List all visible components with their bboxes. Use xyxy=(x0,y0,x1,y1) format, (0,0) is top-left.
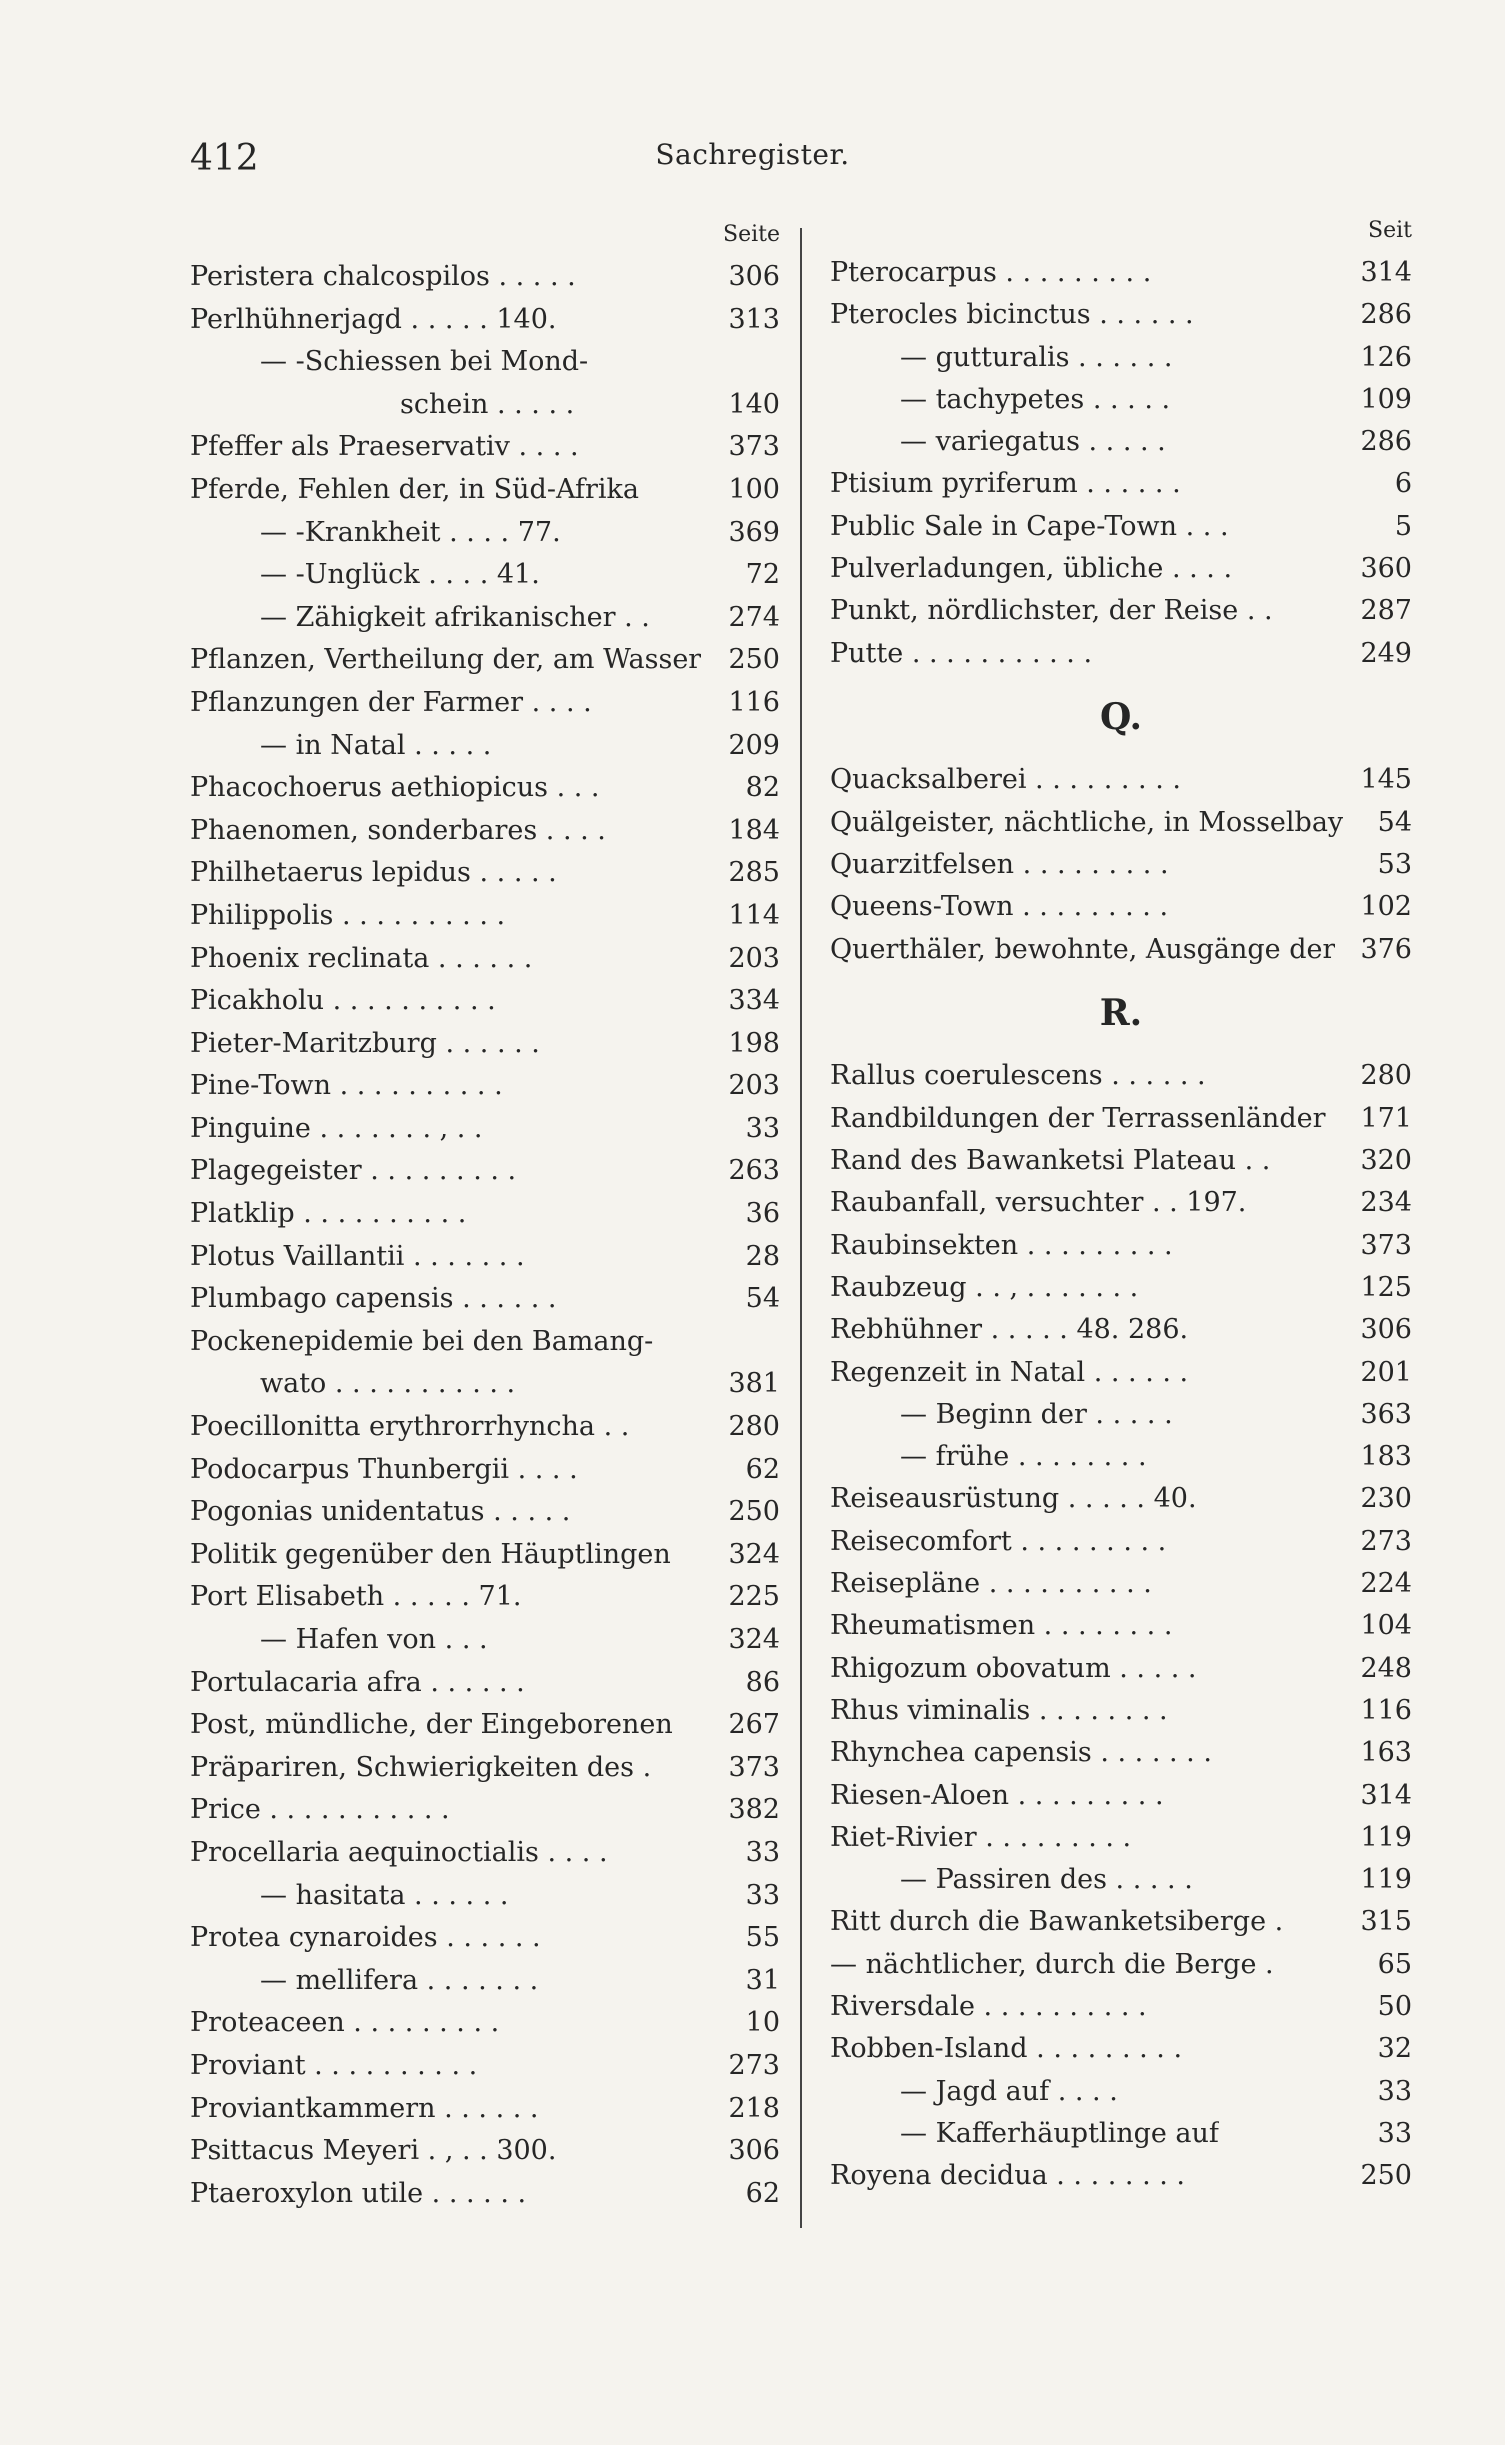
entry-term: — gutturalis . . . . . . xyxy=(900,341,1173,373)
entry-term: Post, mündliche, der Eingeborenen xyxy=(190,1709,673,1741)
index-entry xyxy=(830,759,1412,801)
entry-pages: 314 xyxy=(1360,1779,1412,1811)
index-entry xyxy=(830,1394,1412,1436)
entry-pages: 104 xyxy=(1360,1610,1412,1642)
entry-term: Podocarpus Thunbergii . . . . xyxy=(190,1453,578,1485)
index-entry xyxy=(190,1236,780,1279)
index-entry xyxy=(830,337,1412,379)
entry-pages: 33 xyxy=(1377,2075,1412,2107)
index-entry xyxy=(190,2002,780,2045)
entry-pages: 62 xyxy=(745,1453,780,1485)
entry-pages: 324 xyxy=(728,1538,780,1570)
entry-pages: 100 xyxy=(728,473,780,505)
index-entry xyxy=(830,1944,1412,1986)
entry-pages: 225 xyxy=(728,1581,780,1613)
entry-pages: 369 xyxy=(728,516,780,548)
entry-pages: 119 xyxy=(1360,1864,1412,1896)
index-entry xyxy=(830,1563,1412,1605)
entry-pages: 171 xyxy=(1360,1102,1412,1134)
index-entry xyxy=(190,1747,780,1790)
entry-term: — tachypetes . . . . . xyxy=(900,383,1171,415)
index-entry xyxy=(830,1901,1412,1943)
index-entry xyxy=(830,294,1412,336)
entry-pages: 184 xyxy=(728,814,780,846)
index-entry xyxy=(190,639,780,682)
index-entry xyxy=(190,1960,780,2003)
entry-term: Pferde, Fehlen der, in Süd-Afrika xyxy=(190,473,639,505)
entry-term: Protea cynaroides . . . . . . xyxy=(190,1922,541,1954)
entry-pages: 250 xyxy=(1360,2160,1412,2192)
index-entry xyxy=(190,1662,780,1705)
entry-term: Politik gegenüber den Häuptlingen xyxy=(190,1538,671,1570)
entry-term: Pulverladungen, übliche . . . . xyxy=(830,553,1233,585)
entry-pages: 285 xyxy=(728,857,780,889)
entry-pages: 373 xyxy=(728,1751,780,1783)
index-entry xyxy=(190,1023,780,1066)
entry-pages: 62 xyxy=(745,2177,780,2209)
index-entry xyxy=(190,1534,780,1577)
index-entry xyxy=(830,1775,1412,1817)
entry-list-left xyxy=(190,256,780,2215)
index-entry xyxy=(190,725,780,768)
entry-pages: 183 xyxy=(1360,1441,1412,1473)
entry-pages: 203 xyxy=(728,1070,780,1102)
index-entry xyxy=(190,1789,780,1832)
index-entry xyxy=(830,1182,1412,1224)
index-entry xyxy=(190,2173,780,2216)
entry-term: Quarzitfelsen . . . . . . . . . xyxy=(830,849,1169,881)
index-entry xyxy=(830,2113,1412,2155)
index-entry xyxy=(830,463,1412,505)
entry-pages: 267 xyxy=(728,1709,780,1741)
entry-pages: 116 xyxy=(728,686,780,718)
index-entry xyxy=(190,852,780,895)
entry-term: Rand des Bawanketsi Plateau . . xyxy=(830,1145,1271,1177)
entry-term: — Zähigkeit afrikanischer . . xyxy=(260,601,650,633)
index-entry xyxy=(830,252,1412,294)
index-entry xyxy=(830,1098,1412,1140)
index-entry xyxy=(830,421,1412,463)
entry-pages: 203 xyxy=(728,942,780,974)
seite-label: Seit xyxy=(1368,218,1412,243)
index-entry xyxy=(830,844,1412,886)
entry-term: Rhynchea capensis . . . . . . . xyxy=(830,1737,1212,1769)
entry-term: Rhigozum obovatum . . . . . xyxy=(830,1652,1197,1684)
entry-term: Phacochoerus aethiopicus . . . xyxy=(190,772,600,804)
entry-term: Port Elisabeth . . . . . 71. xyxy=(190,1581,522,1613)
entry-term: Queens-Town . . . . . . . . . xyxy=(830,891,1169,923)
entry-term: Riet-Rivier . . . . . . . . . xyxy=(830,1821,1132,1853)
entry-term: Ritt durch die Bawanketsiberge . xyxy=(830,1906,1284,1938)
entry-term: — hasitata . . . . . . xyxy=(260,1879,509,1911)
entry-pages: 234 xyxy=(1360,1187,1412,1219)
entry-term: Proviant . . . . . . . . . . xyxy=(190,2049,478,2081)
entry-pages: 125 xyxy=(1360,1271,1412,1303)
index-entry xyxy=(190,2045,780,2088)
entry-term: Pogonias unidentatus . . . . . xyxy=(190,1496,571,1528)
entry-term: — -Schiessen bei Mond- xyxy=(260,346,589,378)
letter-heading-r: R. xyxy=(1099,992,1143,1035)
index-entry xyxy=(830,2028,1412,2070)
index-entry xyxy=(190,895,780,938)
entry-term: Pinguine . . . . . . . , . . xyxy=(190,1112,483,1144)
entry-pages: 6 xyxy=(1394,468,1412,500)
entry-pages: 55 xyxy=(745,1922,780,1954)
entry-pages: 250 xyxy=(728,644,780,676)
entry-term: Quälgeister, nächtliche, in Mosselbay xyxy=(830,806,1344,838)
index-entry xyxy=(830,886,1412,928)
entry-pages: 250 xyxy=(728,1496,780,1528)
index-entry xyxy=(190,469,780,512)
entry-pages: 286 xyxy=(1360,426,1412,458)
index-entry xyxy=(830,1478,1412,1520)
index-column-left xyxy=(190,222,780,2215)
seite-label: Seite xyxy=(723,222,780,247)
entry-term: Reiseausrüstung . . . . . 40. xyxy=(830,1483,1197,1515)
entry-pages: 163 xyxy=(1360,1737,1412,1769)
entry-pages: 126 xyxy=(1360,341,1412,373)
entry-term: Putte . . . . . . . . . . . xyxy=(830,637,1093,669)
index-entry xyxy=(190,1875,780,1918)
entry-term: Ptisium pyriferum . . . . . . xyxy=(830,468,1181,500)
index-entry xyxy=(830,1055,1412,1097)
entry-list-r xyxy=(830,1055,1412,2197)
entry-pages: 33 xyxy=(745,1836,780,1868)
index-entry xyxy=(190,1704,780,1747)
entry-term: Robben-Island . . . . . . . . . xyxy=(830,2033,1183,2065)
entry-term: Punkt, nördlichster, der Reise . . xyxy=(830,595,1273,627)
entry-term: Pieter-Maritzburg . . . . . . xyxy=(190,1027,540,1059)
page-number: 412 xyxy=(190,138,259,179)
entry-pages: 201 xyxy=(1360,1356,1412,1388)
running-head: Sachregister. xyxy=(655,138,850,171)
entry-term: Philippolis . . . . . . . . . . xyxy=(190,899,506,931)
index-entry xyxy=(190,1108,780,1151)
index-entry xyxy=(190,512,780,555)
entry-term: — variegatus . . . . . xyxy=(900,426,1166,458)
entry-pages: 116 xyxy=(1360,1694,1412,1726)
index-entry xyxy=(190,1406,780,1449)
entry-pages: 209 xyxy=(728,729,780,761)
entry-pages: 33 xyxy=(1377,2117,1412,2149)
entry-pages: 109 xyxy=(1360,383,1412,415)
entry-term: Plotus Vaillantii . . . . . . . xyxy=(190,1240,525,1272)
entry-term: Price . . . . . . . . . . . xyxy=(190,1794,450,1826)
entry-term: Rebhühner . . . . . 48. 286. xyxy=(830,1314,1189,1346)
index-entry xyxy=(830,1859,1412,1901)
entry-term: Pfeffer als Praeservativ . . . . xyxy=(190,431,579,463)
entry-pages: 306 xyxy=(1360,1314,1412,1346)
entry-pages: 324 xyxy=(728,1624,780,1655)
entry-pages: 53 xyxy=(1377,849,1412,881)
entry-term: Raubzeug . . , . . . . . . . xyxy=(830,1271,1139,1303)
index-entry xyxy=(830,1267,1412,1309)
index-entry xyxy=(190,384,780,427)
entry-term: Pine-Town . . . . . . . . . . xyxy=(190,1070,503,1102)
entry-term: Quacksalberei . . . . . . . . . xyxy=(830,764,1181,796)
index-entry xyxy=(190,1832,780,1875)
index-entry xyxy=(830,1648,1412,1690)
index-entry xyxy=(830,590,1412,632)
index-entry xyxy=(190,1491,780,1534)
entry-pages: 198 xyxy=(728,1027,780,1059)
entry-term: Ptaeroxylon utile . . . . . . xyxy=(190,2177,527,2209)
index-entry xyxy=(830,1817,1412,1859)
entry-pages: 145 xyxy=(1360,764,1412,796)
index-entry xyxy=(830,1140,1412,1182)
index-entry xyxy=(830,1521,1412,1563)
entry-term: Poecillonitta erythrorrhyncha . . xyxy=(190,1411,630,1443)
entry-term: Randbildungen der Terrassenländer xyxy=(830,1102,1326,1134)
entry-pages: 224 xyxy=(1360,1568,1412,1600)
entry-pages: 36 xyxy=(745,1198,780,1230)
entry-pages: 286 xyxy=(1360,299,1412,331)
index-entry xyxy=(830,1690,1412,1732)
index-entry xyxy=(830,1352,1412,1394)
entry-pages: 280 xyxy=(1360,1060,1412,1092)
entry-term: Raubanfall, versuchter . . 197. xyxy=(830,1187,1247,1219)
entry-term: Royena decidua . . . . . . . . xyxy=(830,2160,1185,2192)
index-entry xyxy=(830,2071,1412,2113)
entry-term: — Passiren des . . . . . xyxy=(900,1864,1193,1896)
index-entry xyxy=(830,929,1412,971)
index-entry xyxy=(830,506,1412,548)
index-entry xyxy=(190,1193,780,1236)
entry-term: Raubinsekten . . . . . . . . . xyxy=(830,1229,1173,1261)
entry-term: Riesen-Aloen . . . . . . . . . xyxy=(830,1779,1164,1811)
index-entry xyxy=(190,1150,780,1193)
entry-term: Pterocles bicinctus . . . . . . xyxy=(830,299,1194,331)
index-entry xyxy=(190,299,780,342)
entry-term: Philhetaerus lepidus . . . . . xyxy=(190,857,557,889)
entry-pages: 263 xyxy=(728,1155,780,1187)
entry-pages: 320 xyxy=(1360,1145,1412,1177)
letter-heading-q: Q. xyxy=(1099,696,1143,739)
entry-pages: 5 xyxy=(1394,510,1412,542)
entry-pages: 50 xyxy=(1377,1990,1412,2022)
entry-term: Phoenix reclinata . . . . . . xyxy=(190,942,533,974)
index-entry xyxy=(830,1225,1412,1267)
entry-pages: 306 xyxy=(728,261,780,292)
entry-pages: 218 xyxy=(728,2092,780,2124)
index-entry xyxy=(190,554,780,597)
entry-pages: 114 xyxy=(728,899,780,931)
entry-term: Rhus viminalis . . . . . . . . xyxy=(830,1694,1168,1726)
entry-pages: 32 xyxy=(1377,2033,1412,2065)
index-entry xyxy=(190,341,780,384)
entry-pages: 381 xyxy=(728,1368,780,1400)
entry-pages: 280 xyxy=(728,1411,780,1443)
entry-pages: 54 xyxy=(1377,806,1412,838)
index-entry xyxy=(190,682,780,725)
index-entry xyxy=(190,1363,780,1406)
entry-term: Portulacaria afra . . . . . . xyxy=(190,1666,525,1698)
entry-pages: 140 xyxy=(728,388,780,420)
entry-pages: 33 xyxy=(745,1112,780,1144)
column-divider xyxy=(800,228,802,2228)
index-entry xyxy=(190,1065,780,1108)
entry-term: — Kafferhäuptlinge auf xyxy=(900,2117,1219,2149)
entry-pages: 72 xyxy=(745,559,780,591)
index-entry xyxy=(190,2130,780,2173)
entry-term: — nächtlicher, durch die Berge . xyxy=(830,1948,1274,1980)
entry-term: Plumbago capensis . . . . . . xyxy=(190,1283,557,1315)
index-column-right xyxy=(830,218,1412,2197)
entry-term: Pockenepidemie bei den Bamang- xyxy=(190,1325,654,1357)
index-entry xyxy=(190,1278,780,1321)
index-entry xyxy=(190,2088,780,2131)
entry-pages: 54 xyxy=(745,1283,780,1315)
entry-term: Phaenomen, sonderbares . . . . xyxy=(190,814,606,846)
entry-term: Rheumatismen . . . . . . . . xyxy=(830,1610,1173,1642)
entry-pages: 314 xyxy=(1360,257,1412,288)
entry-list-p xyxy=(830,252,1412,675)
entry-term: Picakholu . . . . . . . . . . xyxy=(190,985,496,1017)
entry-pages: 373 xyxy=(1360,1229,1412,1261)
entry-term: — -Unglück . . . . 41. xyxy=(260,559,540,591)
index-entry xyxy=(830,548,1412,590)
entry-term: Platklip . . . . . . . . . . xyxy=(190,1198,467,1230)
index-entry xyxy=(830,379,1412,421)
entry-term: — frühe . . . . . . . . xyxy=(900,1441,1147,1473)
entry-pages: 313 xyxy=(728,303,780,335)
entry-term: Public Sale in Cape-Town . . . xyxy=(830,510,1229,542)
entry-pages xyxy=(772,341,780,384)
entry-term: — Hafen von . . . xyxy=(260,1624,488,1655)
entry-term: — Jagd auf . . . . xyxy=(900,2075,1118,2107)
entry-term: — Beginn der . . . . . xyxy=(900,1398,1173,1430)
index-entry xyxy=(830,2155,1412,2197)
index-entry xyxy=(830,1986,1412,2028)
entry-pages: 274 xyxy=(728,601,780,633)
index-entry xyxy=(190,597,780,640)
entry-term: — in Natal . . . . . xyxy=(260,729,492,761)
entry-pages: 230 xyxy=(1360,1483,1412,1515)
entry-pages: 306 xyxy=(728,2135,780,2167)
index-entry xyxy=(190,767,780,810)
entry-term: Querthäler, bewohnte, Ausgänge der xyxy=(830,933,1336,965)
entry-term: wato . . . . . . . . . . . xyxy=(260,1368,516,1400)
entry-term: Pterocarpus . . . . . . . . . xyxy=(830,257,1152,288)
entry-term: Proviantkammern . . . . . . xyxy=(190,2092,539,2124)
entry-pages: 382 xyxy=(728,1794,780,1826)
index-entry xyxy=(830,633,1412,675)
index-entry xyxy=(190,938,780,981)
entry-pages: 119 xyxy=(1360,1821,1412,1853)
entry-pages: 28 xyxy=(745,1240,780,1272)
index-entry xyxy=(190,1449,780,1492)
entry-pages: 360 xyxy=(1360,553,1412,585)
index-entry xyxy=(190,1321,780,1364)
entry-term: Reisecomfort . . . . . . . . . xyxy=(830,1525,1167,1557)
entry-term: Präpariren, Schwierigkeiten des . xyxy=(190,1751,652,1783)
entry-pages: 363 xyxy=(1360,1398,1412,1430)
entry-term: Regenzeit in Natal . . . . . . xyxy=(830,1356,1189,1388)
entry-pages: 31 xyxy=(745,1964,780,1996)
index-entry xyxy=(190,1917,780,1960)
entry-pages: 248 xyxy=(1360,1652,1412,1684)
entry-pages: 102 xyxy=(1360,891,1412,923)
entry-pages: 287 xyxy=(1360,595,1412,627)
entry-pages xyxy=(772,1321,780,1364)
index-entry xyxy=(190,426,780,469)
index-entry xyxy=(830,1309,1412,1351)
entry-pages: 82 xyxy=(745,772,780,804)
entry-term: Procellaria aequinoctialis . . . . xyxy=(190,1836,608,1868)
index-entry xyxy=(830,802,1412,844)
index-entry xyxy=(190,1576,780,1619)
entry-pages: 273 xyxy=(728,2049,780,2081)
index-entry xyxy=(190,810,780,853)
entry-pages: 65 xyxy=(1377,1948,1412,1980)
index-entry xyxy=(830,1732,1412,1774)
index-entry xyxy=(830,1436,1412,1478)
entry-term: Psittacus Meyeri . , . . 300. xyxy=(190,2135,557,2167)
entry-term: schein . . . . . xyxy=(400,388,575,420)
entry-pages: 315 xyxy=(1360,1906,1412,1938)
entry-pages: 334 xyxy=(728,985,780,1017)
entry-term: Plagegeister . . . . . . . . . xyxy=(190,1155,517,1187)
index-entry xyxy=(190,980,780,1023)
index-entry xyxy=(190,1619,780,1662)
entry-term: Rallus coerulescens . . . . . . xyxy=(830,1060,1206,1092)
entry-term: Riversdale . . . . . . . . . . xyxy=(830,1990,1147,2022)
entry-term: Reisepläne . . . . . . . . . . xyxy=(830,1568,1152,1600)
entry-term: Peristera chalcospilos . . . . . xyxy=(190,261,576,292)
entry-term: Pflanzungen der Farmer . . . . xyxy=(190,686,592,718)
index-entry xyxy=(190,256,780,299)
entry-term: — -Krankheit . . . . 77. xyxy=(260,516,561,548)
entry-term: Proteaceen . . . . . . . . . xyxy=(190,2007,500,2039)
index-entry xyxy=(830,1605,1412,1647)
entry-pages: 86 xyxy=(745,1666,780,1698)
entry-pages: 249 xyxy=(1360,637,1412,669)
entry-pages: 33 xyxy=(745,1879,780,1911)
entry-pages: 10 xyxy=(745,2007,780,2039)
entry-term: Pflanzen, Vertheilung der, am Wasser xyxy=(190,644,702,676)
entry-term: Perlhühnerjagd . . . . . 140. xyxy=(190,303,557,335)
entry-term: — mellifera . . . . . . . xyxy=(260,1964,539,1996)
entry-pages: 373 xyxy=(728,431,780,463)
entry-list-q xyxy=(830,759,1412,970)
entry-pages: 273 xyxy=(1360,1525,1412,1557)
entry-pages: 376 xyxy=(1360,933,1412,965)
